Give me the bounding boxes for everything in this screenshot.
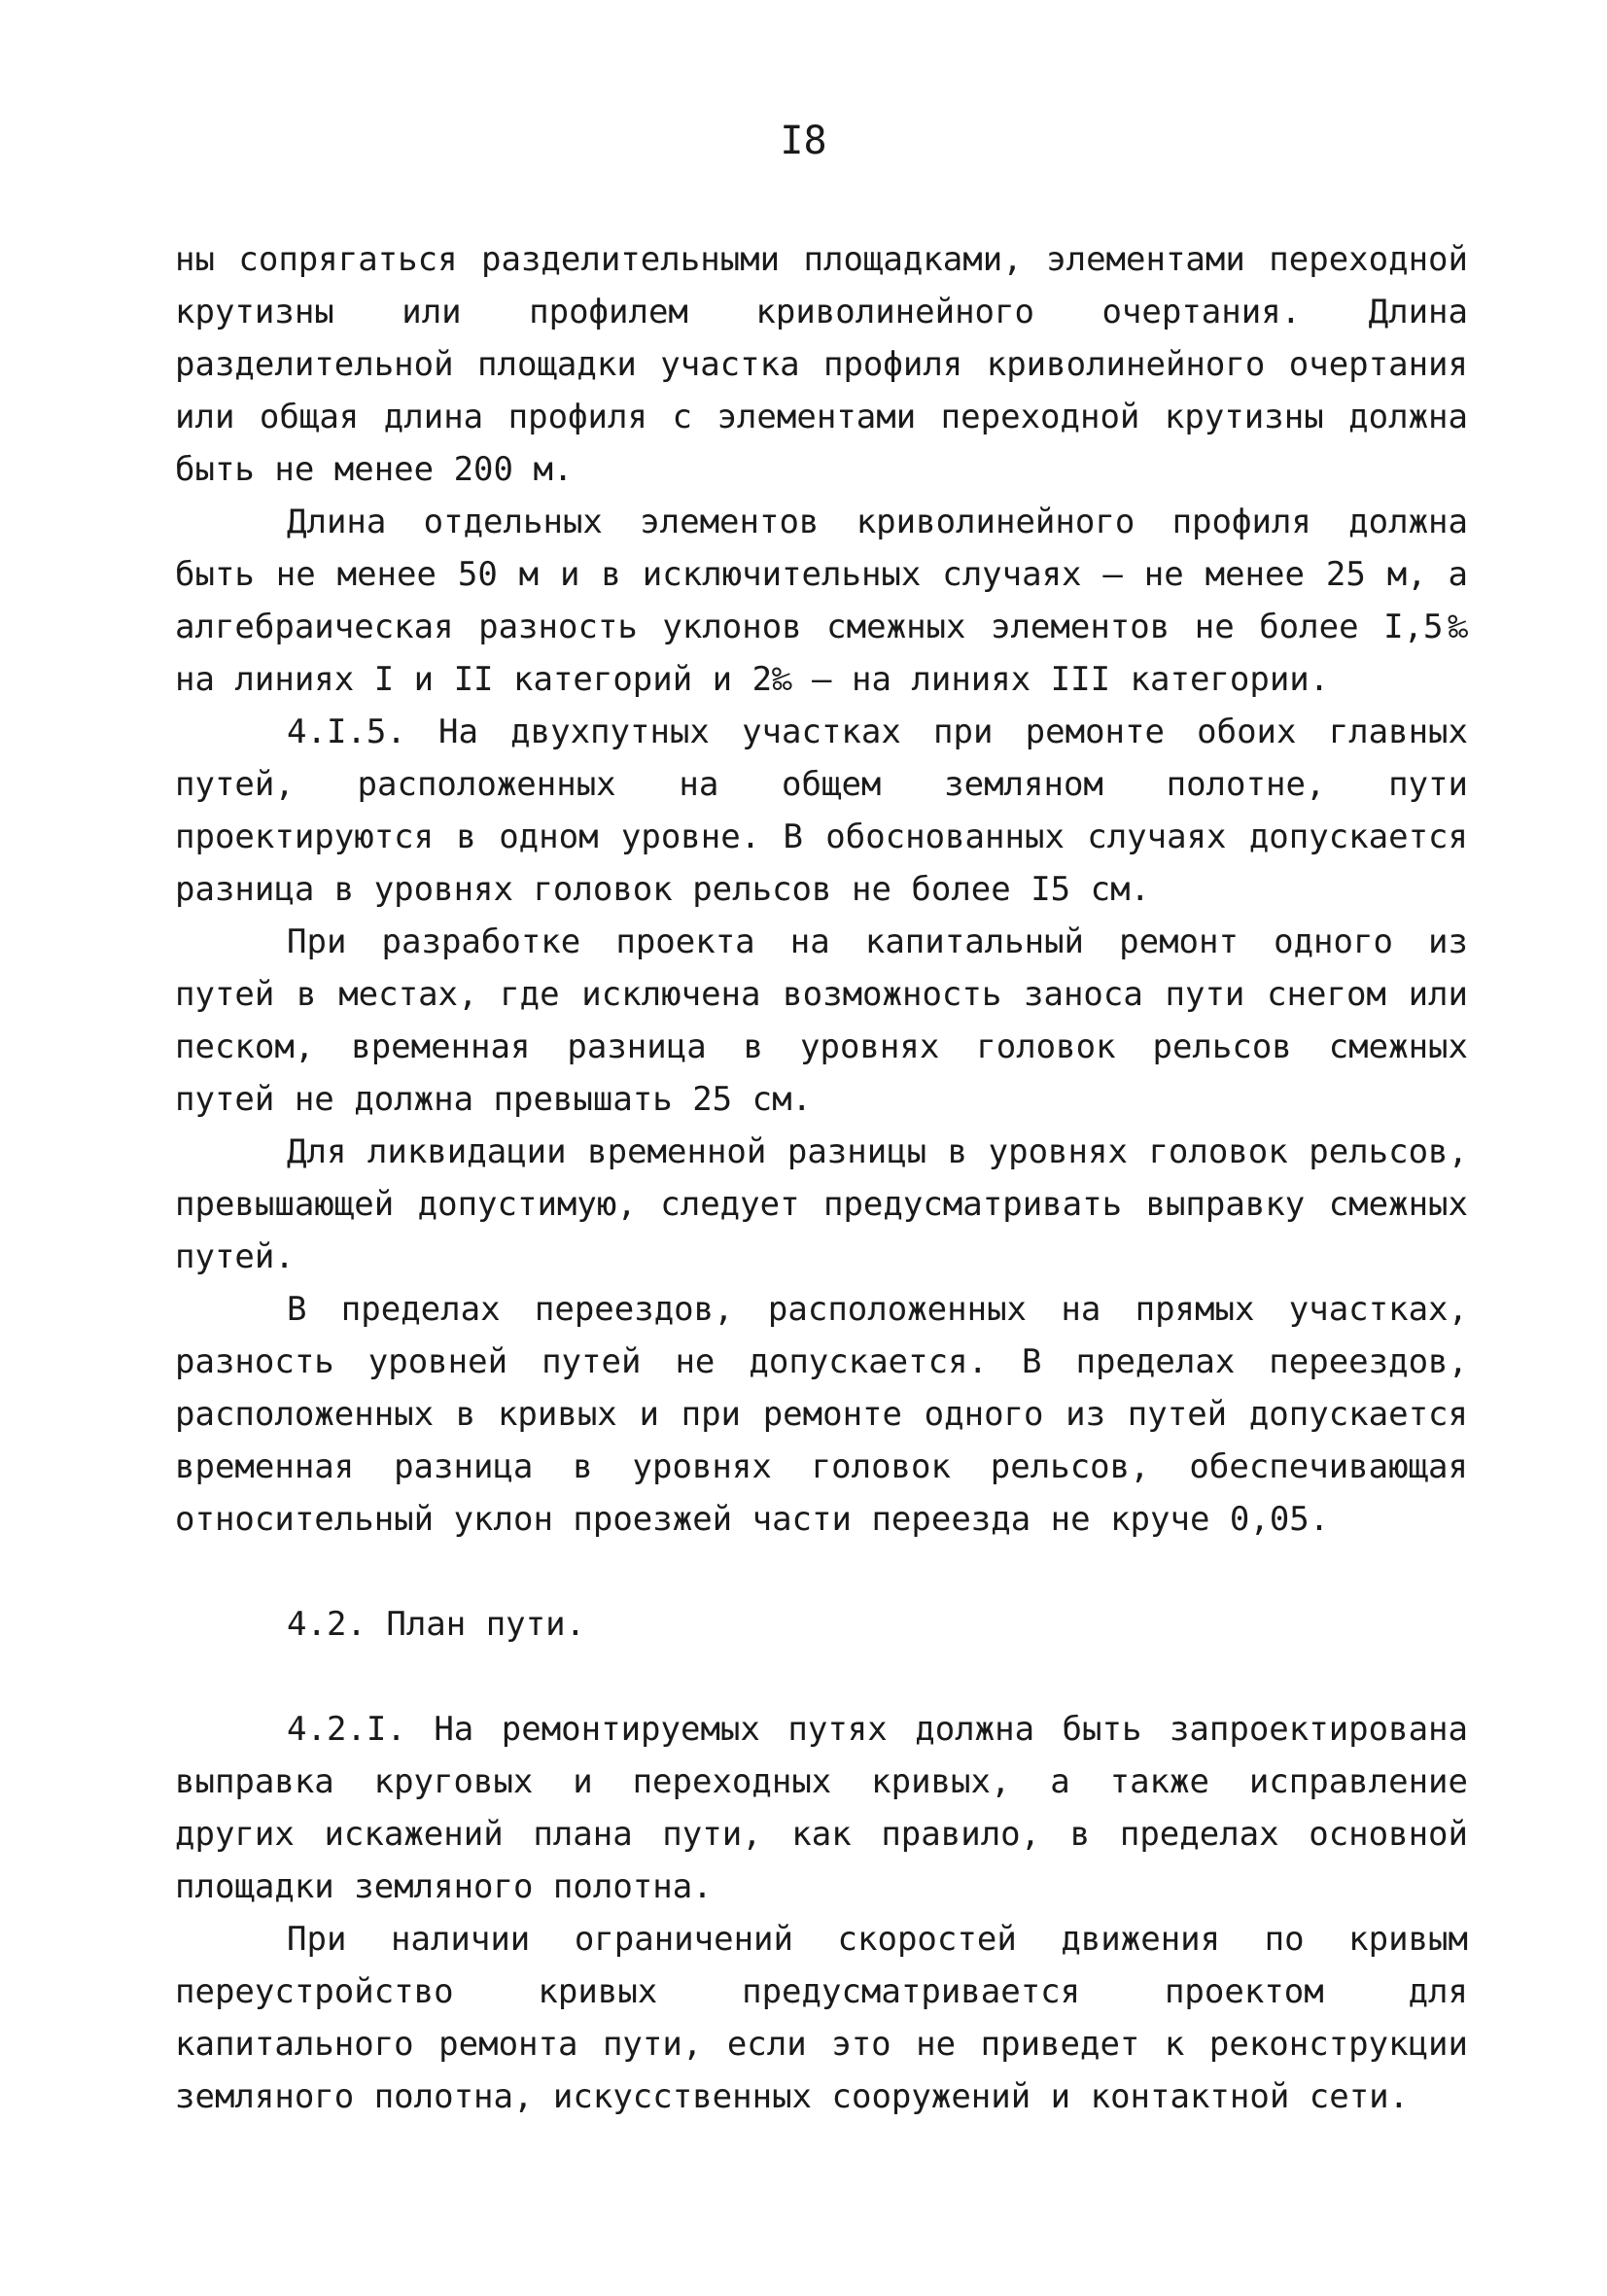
paragraph: При разработке проекта на капитальный ремонт одного из путей в местах, где исключена возможность заноса пути снегом или песком, временная разница в уровнях головок рельсов смежных путей не должна превышать 25 см. bbox=[175, 922, 1468, 1119]
paragraph: Длина отдельных элементов криволинейного профиля должна быть не менее 50 м и в исключительных случаях – не менее 25 м, а алгебраическая разность уклонов смежных элементов не более I,5‰ на линиях I и II категорий и 2‰ – на линиях III категории. bbox=[175, 503, 1468, 699]
paragraph: В пределах переездов, расположенных на прямых участках, разность уровней путей не допускается. В пределах переездов, расположенных в кривых и при ремонте одного из путей допускается временная разница в уровнях головок рельсов, обеспечивающая относительный уклон проезжей части переезда не круче 0,05. bbox=[175, 1290, 1468, 1539]
paragraph-clause-4-2-1: 4.2.I. На ремонтируемых путях должна быть запроектирована выправка круговых и переходных кривых, а также исправление других искажений плана пути, как правило, в пределах основной площадки земляного полотна. bbox=[175, 1710, 1468, 1906]
paragraph-continuation: ны сопрягаться разделительными площадками, элементами переходной крутизны или профилем криволинейного очертания. Длина разделительной площадки участка профиля криволинейного очертания или общая длина профиля с элементами переходной крутизны должна быть не менее 200 м. bbox=[175, 240, 1468, 489]
section-heading: 4.2. План пути. bbox=[287, 1605, 586, 1644]
page-number: I8 bbox=[780, 119, 827, 163]
paragraph-clause-4-1-5: 4.I.5. На двухпутных участках при ремонте обоих главных путей, расположенных на общем земляном полотне, пути проектируются в одном уровне. В обоснованных случаях допускается разница в уровнях головок рельсов не более I5 см. bbox=[175, 713, 1468, 909]
body-text bbox=[175, 233, 1468, 2123]
paragraph: При наличии ограничений скоростей движения по кривым переустройство кривых предусматривается проектом для капитального ремонта пути, если это не приведет к реконструкции земляного полотна, искусственных сооружений и контактной сети. bbox=[175, 1920, 1468, 2116]
paragraph: Для ликвидации временной разницы в уровнях головок рельсов, превышающей допустимую, следует предусматривать выправку смежных путей. bbox=[175, 1132, 1468, 1276]
